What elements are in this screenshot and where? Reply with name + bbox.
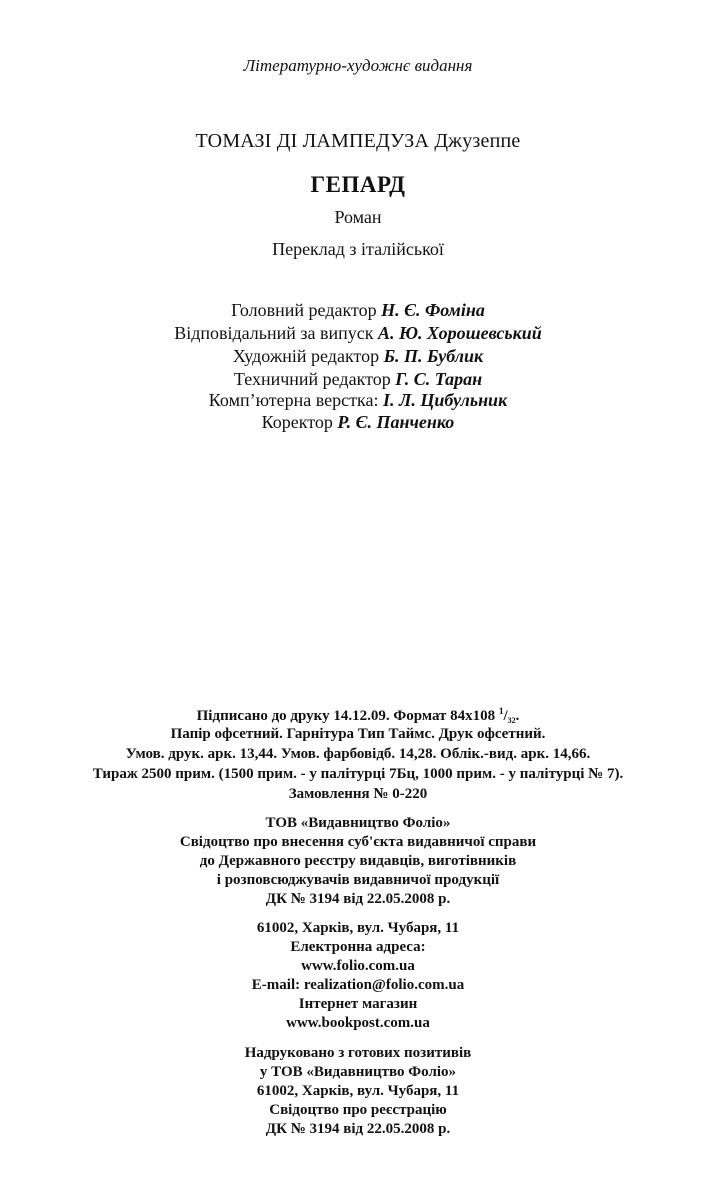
- credit-person: Г. С. Таран: [395, 369, 483, 389]
- credit-line: [0, 300, 716, 321]
- printer-line: 61002, Харків, вул. Чубаря, 11: [256, 1083, 460, 1099]
- printer-line: ДК № 3194 від 22.05.2008 р.: [265, 1121, 451, 1137]
- credit-line: [0, 369, 716, 390]
- print-signed: Підписано до друку 14.12.09. Формат 84x108 $^1/_{32}$.: [196, 706, 520, 725]
- series-label: Літературно-художнє видання: [243, 56, 473, 75]
- print-sheets: Умов. друк. арк. 13,44. Умов. фарбовідб. 14,28. Облік.-вид. арк. 14,66.: [125, 746, 591, 762]
- publisher-cert: до Державного реєстру видавців, виготівників: [199, 853, 517, 869]
- book-title: ГЕПАРД: [310, 172, 406, 197]
- email-link[interactable]: E-mail: realization@folio.com.ua: [251, 977, 465, 993]
- contact-address: 61002, Харків, вул. Чубаря, 11: [256, 920, 460, 936]
- shop-link[interactable]: www.bookpost.com.ua: [286, 1015, 430, 1031]
- credit-role: Коректор: [261, 412, 333, 432]
- credit-role: Головний редактор: [231, 300, 377, 320]
- credit-person: І. Л. Цибульник: [382, 390, 508, 410]
- credit-role: Художній редактор: [232, 346, 380, 366]
- credit-person: Н. Є. Фоміна: [381, 300, 485, 320]
- format-denominator: 32: [507, 716, 516, 725]
- publisher-cert: Свідоцтво про внесення суб'єкта видавничої справи: [179, 834, 537, 850]
- credit-line: [0, 412, 716, 433]
- translation-note: Переклад з італійської: [272, 239, 444, 259]
- credit-role: Відповідальний за випуск: [174, 323, 374, 343]
- print-order: Замовлення № 0-220: [288, 786, 428, 802]
- printer-line: Надруковано з готових позитивів: [244, 1045, 472, 1061]
- publisher-cert: ДК № 3194 від 22.05.2008 р.: [265, 891, 451, 907]
- credit-person: Р. Є. Панченко: [337, 412, 455, 432]
- format-numerator: 1: [498, 706, 504, 716]
- website-link[interactable]: www.folio.com.ua: [301, 958, 415, 974]
- credit-line: [0, 323, 716, 344]
- author-name: ТОМАЗІ ДІ ЛАМПЕДУЗА Джузеппе: [195, 130, 521, 152]
- credit-role: Комп’ютерна верстка:: [208, 390, 379, 410]
- print-signed-text: Підписано до друку 14.12.09. Формат 84x108: [196, 708, 496, 724]
- credit-line: [0, 390, 716, 411]
- credit-person: Б. П. Бублик: [383, 346, 484, 366]
- printer-line: Свідоцтво про реєстрацію: [269, 1102, 447, 1118]
- credit-person: А. Ю. Хорошевський: [377, 323, 542, 343]
- credit-line: [0, 346, 716, 367]
- contact-label: Інтернет магазин: [298, 996, 418, 1012]
- credit-role: Техничний редактор: [233, 369, 391, 389]
- publisher-cert: і розповсюджувачів видавничої продукції: [216, 872, 500, 888]
- genre-label: Роман: [334, 207, 382, 227]
- publisher-name: ТОВ «Видавництво Фоліо»: [265, 815, 451, 831]
- print-run: Тираж 2500 прим. (1500 прим. - у палітурці 7Бц, 1000 прим. - у палітурці № 7).: [92, 766, 624, 782]
- printer-line: у ТОВ «Видавництво Фоліо»: [259, 1064, 457, 1080]
- print-paper: Папір офсетний. Гарнітура Тип Таймс. Друк офсетний.: [170, 726, 546, 742]
- contact-label: Електронна адреса:: [290, 939, 426, 955]
